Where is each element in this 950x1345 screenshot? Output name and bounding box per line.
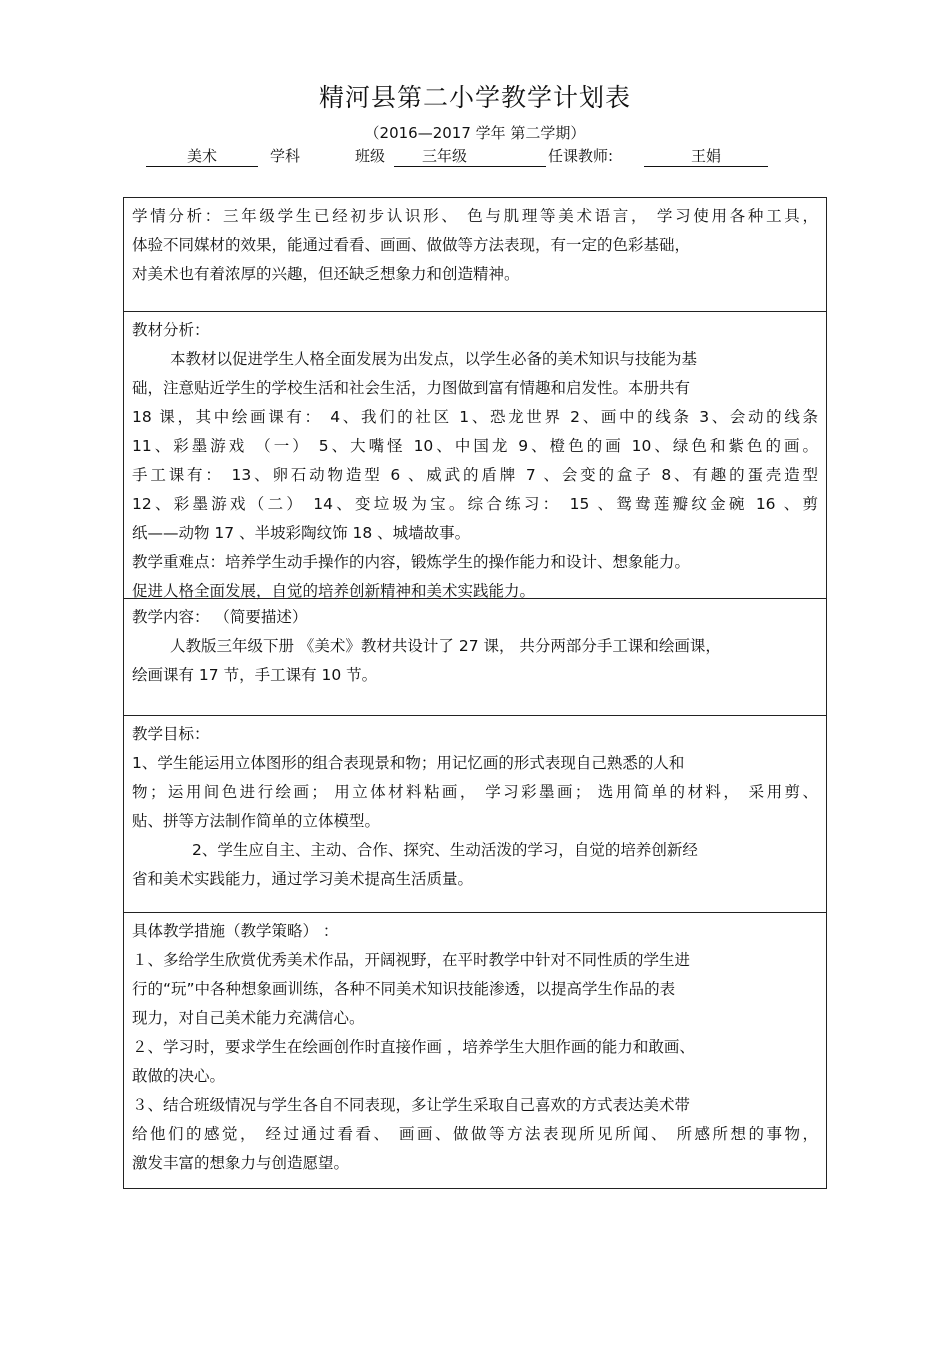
text-line: ３、结合班级情况与学生各自不同表现，多让学生采取自己喜欢的方式表达美术带 xyxy=(132,1096,691,1114)
class-label: 班级 xyxy=(355,147,386,165)
text-line: 2、学生应自主、主动、合作、探究、生动活泼的学习，自觉的培养创新经 xyxy=(192,841,698,859)
subject-value: 美术 xyxy=(146,146,258,167)
text-line: 1、学生能运用立体图形的组合表现景和物；用记忆画的形式表现自己熟悉的人和 xyxy=(132,754,685,772)
school-year-subtitle: （2016—2017 学年 第二学期） xyxy=(364,124,586,142)
text-line: 给他们的感觉， 经过通过看看、 画画、做做等方法表现所见所闻、 所感所想的事物， xyxy=(132,1125,818,1143)
text-line: 教学重难点：培养学生动手操作的内容，锻炼学生的操作能力和设计、想象能力。 xyxy=(132,553,691,571)
text-line: ２、学习时，要求学生在绘画创作时直接作画 ，培养学生大胆作画的能力和敢画、 xyxy=(132,1038,695,1056)
text-line: 激发丰富的想象力与创造愿望。 xyxy=(132,1154,350,1172)
text-line: 人教版三年级下册 《美术》教材共设计了 27 课， 共分两部分手工课和绘画课， xyxy=(170,637,721,655)
section-heading: 教材分析： xyxy=(132,321,210,339)
text-line: 础，注意贴近学生的学校生活和社会生活，力图做到富有情趣和启发性。本册共有 xyxy=(132,379,691,397)
section-heading: 具体教学措施（教学策略） ： xyxy=(132,922,339,940)
text-line: 现力，对自己美术能力充满信心。 xyxy=(132,1009,365,1027)
text-line: 学情分析：三年级学生已经初步认识形、 色与肌理等美术语言， 学习使用各种工具， xyxy=(132,207,818,225)
plan-table xyxy=(123,197,827,1189)
textbook-analysis-section xyxy=(124,311,826,598)
section-heading: 教学目标： xyxy=(132,725,210,743)
subject-label: 学科 xyxy=(270,147,301,165)
text-line: 行的“玩”中各种想象画训练，各种不同美术知识技能渗透，以提高学生作品的表 xyxy=(132,980,676,998)
text-line: 纸——动物 17 、半坡彩陶纹饰 18 、城墙故事。 xyxy=(132,524,471,542)
text-line: 绘画课有 17 节，手工课有 10 节。 xyxy=(132,666,378,684)
text-line: 手工课有： 13、卵石动物造型 6 、威武的盾牌 7 、会变的盒子 8、有趣的蛋壳造型 xyxy=(132,466,818,484)
teacher-value: 王娟 xyxy=(644,146,768,167)
text-line: 12、彩墨游戏（二） 14、变垃圾为宝。综合练习： 15 、鸳鸯莲瓣纹金碗 16 、剪 xyxy=(132,495,818,513)
teaching-measures-section xyxy=(124,912,826,1188)
teaching-content-section xyxy=(124,598,826,715)
learning-analysis-section xyxy=(124,198,826,311)
text-line: 敢做的决心。 xyxy=(132,1067,226,1085)
text-line: 省和美术实践能力，通过学习美术提高生活质量。 xyxy=(132,870,474,888)
info-row xyxy=(0,146,950,170)
text-line: 物；运用间色进行绘画； 用立体材料粘画， 学习彩墨画； 选用简单的材料， 采用剪、 xyxy=(132,783,818,801)
teaching-goals-section xyxy=(124,715,826,912)
page-title: 精河县第二小学教学计划表 xyxy=(318,83,631,112)
text-line: １、多给学生欣赏优秀美术作品，开阔视野，在平时教学中针对不同性质的学生进 xyxy=(132,951,691,969)
section-heading: 教学内容： （简要描述） xyxy=(132,608,308,626)
text-line: 11、彩墨游戏 （一） 5、大嘴怪 10、中国龙 9、橙色的画 10、绿色和紫色的画。 xyxy=(132,437,818,455)
text-line: 贴、拼等方法制作简单的立体模型。 xyxy=(132,812,381,830)
teacher-label: 任课教师: xyxy=(548,147,614,165)
text-line: 本教材以促进学生人格全面发展为出发点，以学生必备的美术知识与技能为基 xyxy=(170,350,698,368)
grade-value: 三年级 xyxy=(394,146,546,167)
text-line: 18 课，其中绘画课有： 4、我们的社区 1、恐龙世界 2、画中的线条 3、会动的线条 xyxy=(132,408,818,426)
text-line: 体验不同媒材的效果，能通过看看、画画、做做等方法表现，有一定的色彩基础， xyxy=(132,236,691,254)
text-line: 促进人格全面发展，自觉的培养创新精神和美术实践能力。 xyxy=(132,582,536,600)
text-line: 对美术也有着浓厚的兴趣，但还缺乏想象力和创造精神。 xyxy=(132,265,520,283)
